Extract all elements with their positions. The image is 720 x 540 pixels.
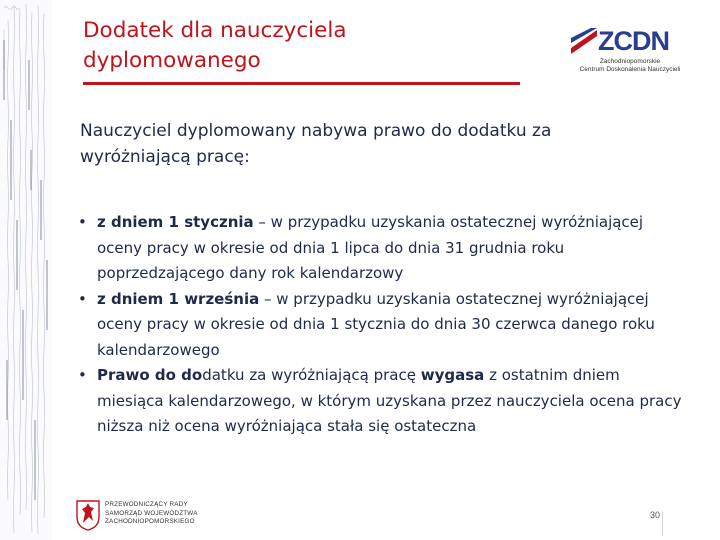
bullet-list — [78, 210, 688, 440]
page-number-divider — [662, 512, 663, 536]
title-underline — [83, 82, 520, 85]
logo-wordmark: ZCDN — [598, 26, 669, 56]
logo-subtitle — [574, 58, 686, 74]
bullet-bold: wygasa — [420, 366, 485, 384]
bullet-item — [78, 210, 688, 287]
bullet-bold: z dniem 1 stycznia — [97, 213, 254, 231]
bullet-text: – w przypadku uzyskania ostatecznej wyróżniającej oceny pracy w okresie od dnia 1 lipca do dnia 31 grudnia roku poprzedzającego dany rok kalendarzowy — [97, 213, 644, 282]
zcdn-logo — [571, 28, 683, 76]
bullet-text: datku za wyróżniającą pracę — [202, 366, 421, 384]
logo-sub-line-1: Zachodniopomorskie — [599, 58, 661, 65]
zcdn-mark-icon — [571, 28, 599, 54]
bullet-bold: Prawo do do — [97, 366, 203, 384]
griffin-crest-icon — [75, 499, 101, 531]
bullet-dot: • — [78, 289, 87, 308]
title-line-2: dyplomowanego — [83, 48, 261, 73]
intro-text — [80, 118, 680, 170]
bullet-dot: • — [78, 366, 87, 384]
page-number: 30 — [650, 510, 661, 520]
footer-line-2: SAMORZĄD WOJEWÓDZTWA — [105, 509, 198, 517]
intro-line-2: wyróżniającą pracę: — [80, 147, 250, 167]
bullet-text: z ostatnim dniem miesiąca kalendarzowego, w którym uzyskana przez nauczyciela ocena pracy niższa niż ocena wyróżniająca stała się ostateczna — [97, 366, 682, 435]
intro-line-1: Nauczyciel dyplomowany nabywa prawo do dodatku za — [80, 121, 552, 141]
bullet-dot: • — [78, 213, 87, 231]
footer-logo — [75, 499, 205, 533]
slide-title — [83, 16, 523, 76]
bullet-bold: z dniem 1 września — [97, 289, 260, 308]
logo-sub-line-2: Centrum Doskonalenia Nauczycieli — [579, 66, 681, 73]
title-line-1: Dodatek dla nauczyciela — [83, 18, 347, 43]
footer-line-1: PRZEWODNICZĄCY RADY — [105, 501, 188, 508]
bullet-item — [78, 287, 688, 364]
footer-line-3: ZACHODNIOPOMORSKIEGO — [105, 518, 195, 525]
bullet-item — [78, 363, 688, 440]
handwriting-pattern — [0, 0, 52, 540]
footer-text — [105, 501, 205, 527]
bullet-text: – w przypadku uzyskania ostatecznej wyróżniającej oceny pracy w okresie od dnia 1 stycznia do dnia 30 czerwca danego roku kalendarzowego — [97, 289, 655, 359]
handwriting-decoration — [0, 0, 52, 540]
